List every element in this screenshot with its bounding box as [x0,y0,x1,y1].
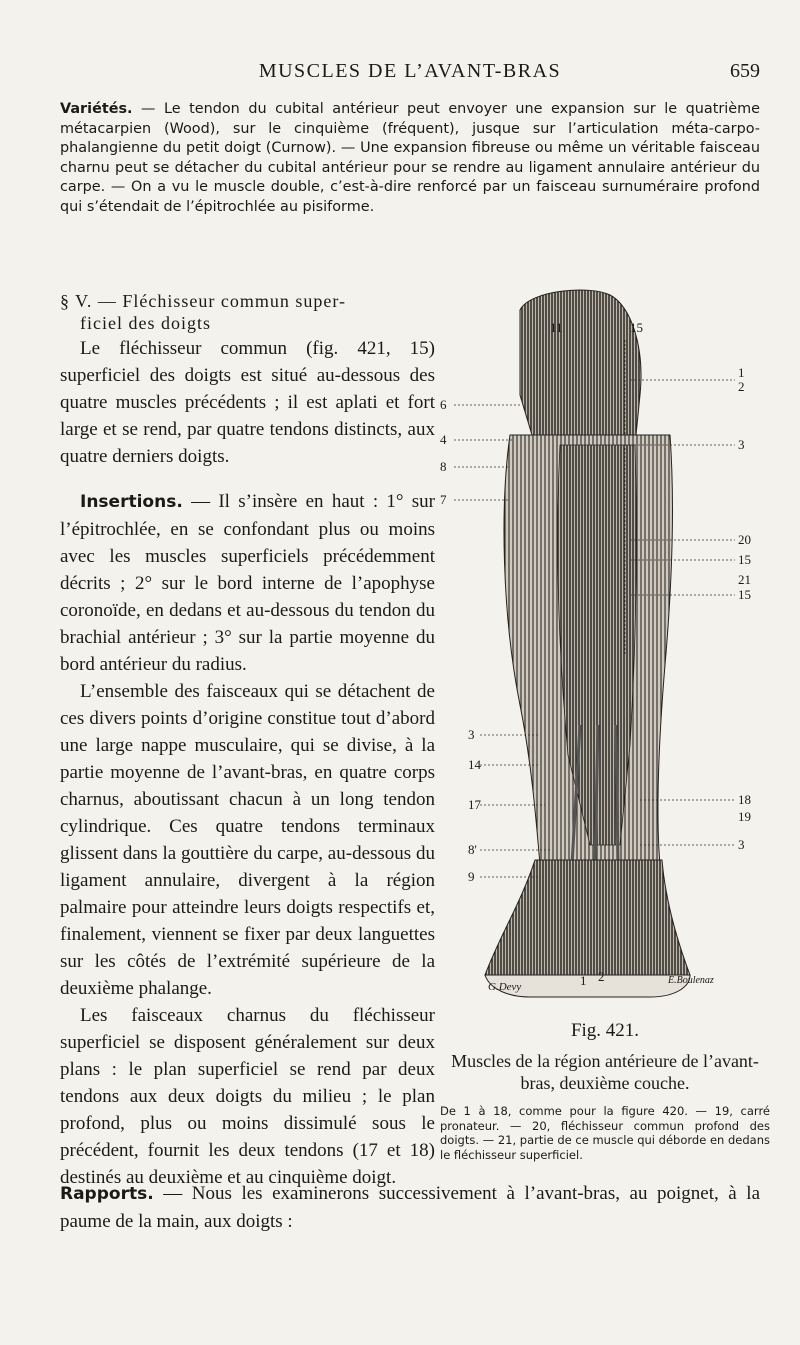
fig-label-l6: 14 [468,757,481,772]
fig-signature-left: G.Devy [488,981,522,993]
running-title: MUSCLES DE L’AVANT-BRAS [258,60,562,82]
bundles-paragraph: L’ensemble des faisceaux qui se détachent de ces divers points d’origine constitue tout d’abord une large nappe musculaire, qui se divise, à la partie moyenne de l’avant-bras, en quatre corps charnus, aboutissant chacun à un long tendon cylindrique. Ces quatre tendons terminaux glissent dans la gouttière du carpe, au-dessous du ligament annulaire, divergent à la région palmaire pour atteindre leurs doigts respectifs et, finalement, viennent se fixer par deux languettes sur les côtés de l’extrémité supérieure de la deuxième phalange. [60,681,435,999]
figure-label: Fig. 421. [570,1020,640,1041]
rapports-paragraph [60,1180,760,1235]
fig-label-r5: 3 [738,437,745,452]
fig-label-l2: 4 [440,432,447,447]
insertions-paragraph [60,488,435,678]
fig-label-r3: 1 [738,365,745,380]
main-text [60,335,435,1191]
fig-label-r7: 15 [738,552,751,567]
fig-signature-right: E.Boulenaz [668,975,714,986]
varieties-text: — Le tendon du cubital antérieur peut envoyer une expansion sur le quatrième métacarpien (Wood), sur le cinquième (fréquent), jusque sur l’articulation méta-carpo-phalangienne du petit doigt (Curnow). — Une expansion fibreuse ou même un véritable faisceau charnu peut se détacher du cubital antérieur pour se rendre au ligament annulaire antérieur du carpe. — On a vu le muscle double, c’est-à-dire renforcé par un faisceau surnuméraire profond qui s’étendait de l’épitrochlée au pisiforme. [60,101,760,215]
section-title [60,290,420,334]
fig-label-r4: 2 [738,379,745,394]
intro-paragraph: Le fléchisseur commun (fig. 421, 15) superficiel des doigts est situé au-dessous des quatre muscles précédents ; il est aplati et fort large et se rend, par quatre tendons distincts, aux quatre derniers doigts. [60,338,435,467]
planes-paragraph: Les faisceaux charnus du fléchisseur superficiel se disposent généralement sur deux plans : le plan superficiel se rend par deux tendons aux deux doigts du milieu ; le plan profond, plus ou moins dissimulé sous le précédent, fournit les deux tendons (17 et 18) destinés au deuxième et au cinquième doigt. [60,1005,435,1188]
figure-labels [440,285,770,1010]
section-title-line1: § V. — Fléchisseur commun super- [60,291,346,311]
fig-label-b1: 1 [580,973,587,988]
fig-label-l4: 7 [440,492,447,507]
insertions-text: — Il s’insère en haut : 1° sur l’épitrochlée, en se confondant plus ou moins avec les muscles superficiels précédemment décrits ; 2° sur le bord interne de l’apophyse coronoïde, en dedans et au-dessous du tendon du brachial antérieur ; 3° sur la partie moyenne du bord antérieur du radius. [60,491,435,675]
section-title-line2: ficiel des doigts [80,313,211,333]
fig-label-r6: 20 [738,532,751,547]
fig-label-r10: 18 [738,792,751,807]
page-number: 659 [730,60,760,82]
fig-label-l5: 3 [468,727,475,742]
fig-label-b2: 2 [598,969,605,984]
fig-label-r2: 15 [630,320,643,335]
figure-description: Muscles de la région antérieure de l’avant-bras, deuxième couche. [451,1051,759,1093]
page-header [60,60,760,90]
fig-label-l8: 8' [468,842,477,857]
fig-label-r1: 11 [550,320,563,335]
varieties-paragraph [60,100,760,218]
fig-label-l9: 9 [468,869,475,884]
anatomical-figure [440,285,770,1010]
figure-caption [440,1020,770,1162]
varieties-lead: Variétés. [60,101,133,117]
fig-label-l1: 6 [440,397,447,412]
rapports-text: — Nous les examinerons successivement à l’avant-bras, au poignet, à la paume de la main, aux doigts : [60,1183,760,1232]
fig-label-r8: 21 [738,572,751,587]
fig-label-l7: 17 [468,797,481,812]
insertions-lead: Insertions. [80,492,183,512]
figure-legend: De 1 à 18, comme pour la figure 420. — 19, carré pronateur. — 20, fléchisseur commun profond des doigts. — 21, partie de ce muscle qui déborde en dedans le fléchisseur superficiel. [440,1104,770,1162]
fig-label-r12: 3 [738,837,745,852]
fig-label-r9: 15 [738,587,751,602]
fig-label-l3: 8 [440,459,447,474]
rapports-lead: Rapports. [60,1184,154,1204]
fig-label-r11: 19 [738,809,751,824]
